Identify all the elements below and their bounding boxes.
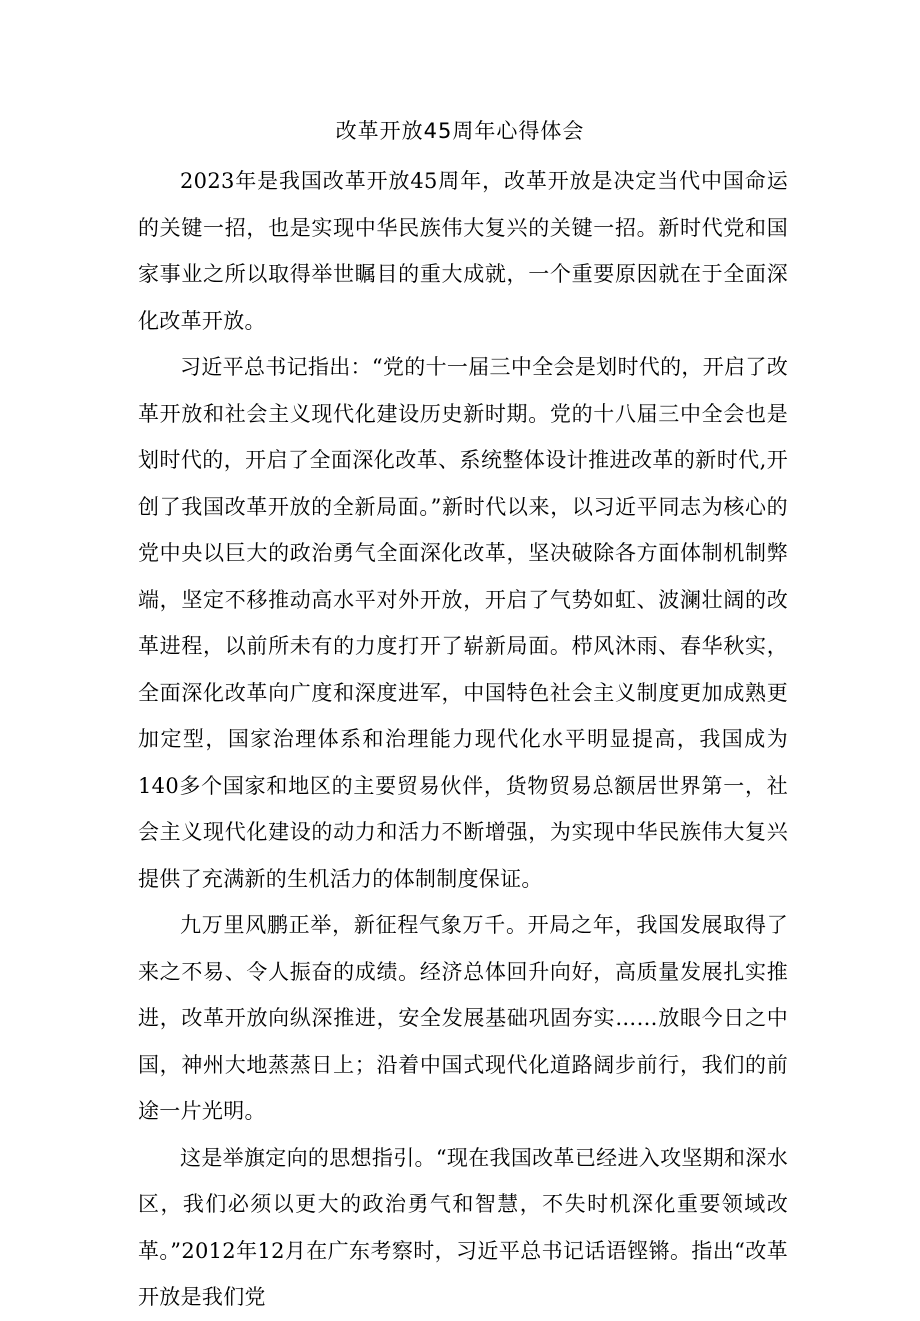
document-title: 改革开放45周年心得体会 [335,119,585,143]
document-body [138,158,788,1321]
paragraph-3: 九万里风鹏正举，新征程气象万千。开局之年，我国发展取得了来之不易、令人振奋的成绩。经济总体回升向好，高质量发展扎实推进，改革开放向纵深推进，安全发展基础巩固夯实……放眼今日之中国，神州大地蒸蒸日上；沿着中国式现代化道路阔步前行，我们的前途一片光明。 [138,913,788,1123]
paragraph-4: 这是举旗定向的思想指引。“现在我国改革已经进入攻坚期和深水区，我们必须以更大的政治勇气和智慧，不失时机深化重要领域改革。”2012年12月在广东考察时，习近平总书记话语铿锵。指出“改革开放是我们党 [138,1145,788,1309]
paragraph-1: 2023年是我国改革开放45周年，改革开放是决定当代中国命运的关键一招，也是实现中华民族伟大复兴的关键一招。新时代党和国家事业之所以取得举世瞩目的重大成就，一个重要原因就在于全面深化改革开放。 [138,169,788,333]
paragraph-2: 习近平总书记指出：“党的十一届三中全会是划时代的，开启了改革开放和社会主义现代化建设历史新时期。党的十八届三中全会也是划时代的，开启了全面深化改革、系统整体设计推进改革的新时代,开创了我国改革开放的全新局面。”新时代以来，以习近平同志为核心的党中央以巨大的政治勇气全面深化改革，坚决破除各方面体制机制弊端，坚定不移推动高水平对外开放，开启了气势如虹、波澜壮阔的改革进程，以前所未有的力度打开了崭新局面。栉风沐雨、春华秋实，全面深化改革向广度和深度进军，中国特色社会主义制度更加成熟更加定型，国家治理体系和治理能力现代化水平明显提高，我国成为140多个国家和地区的主要贸易伙伴，货物贸易总额居世界第一，社会主义现代化建设的动力和活力不断增强，为实现中华民族伟大复兴提供了充满新的生机活力的体制制度保证。 [138,355,788,891]
